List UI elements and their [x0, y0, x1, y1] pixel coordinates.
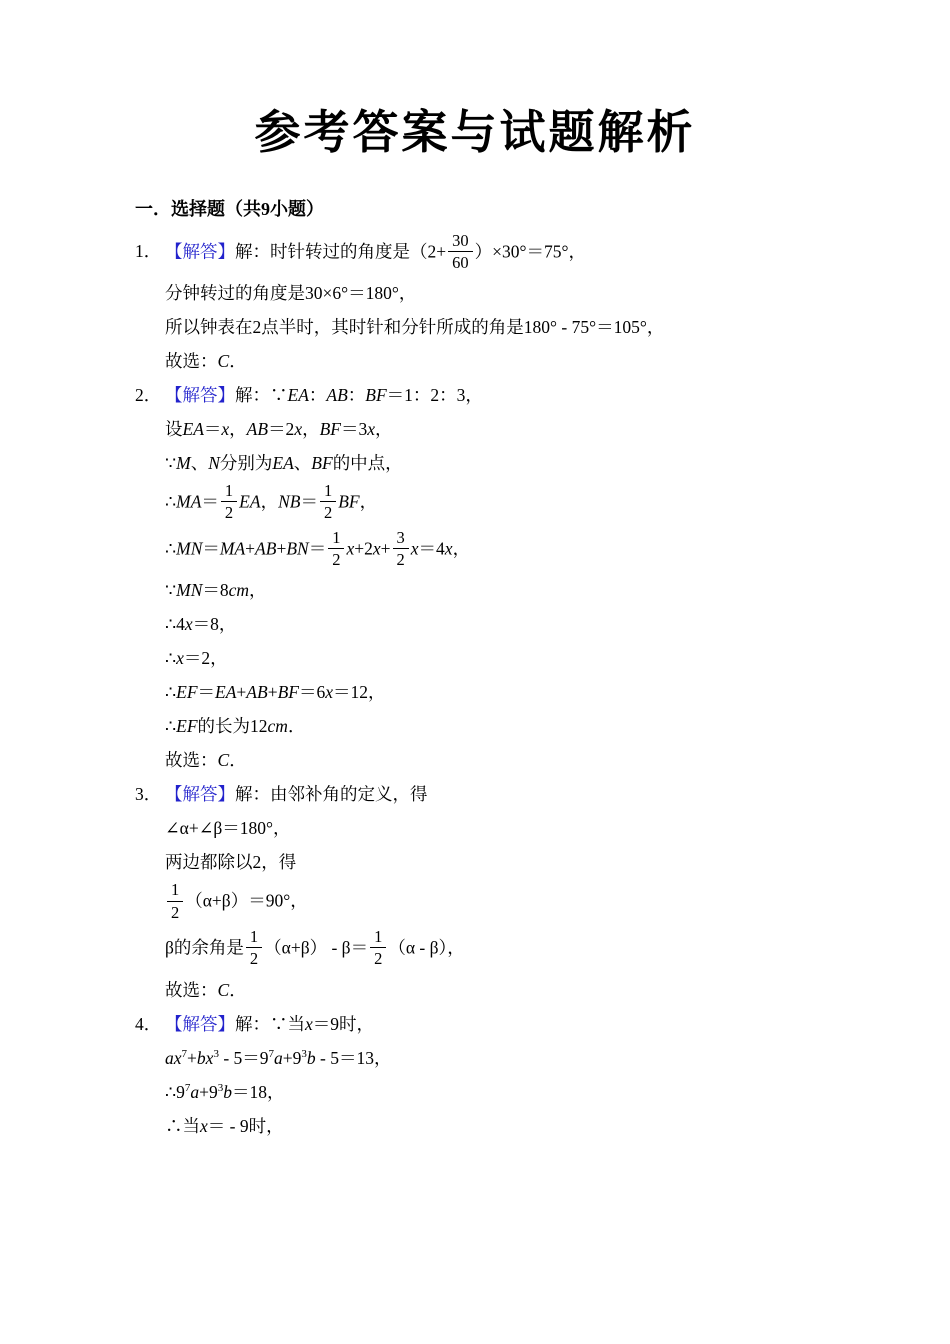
text-run: ∴9	[165, 1081, 185, 1102]
superscript: 7	[181, 1047, 188, 1060]
superscript: 7	[184, 1081, 191, 1094]
text-run: x	[410, 538, 419, 559]
text-run: x	[294, 419, 303, 440]
solution-line	[0, 926, 950, 973]
text-run: MN	[176, 538, 203, 559]
solution-line	[0, 1075, 950, 1109]
fraction-numerator: 3	[393, 528, 409, 549]
solution-line	[0, 709, 950, 743]
questions-list	[0, 230, 950, 1143]
answer-label: 【解答】	[165, 385, 235, 406]
text-run: ＝	[202, 538, 220, 559]
text-run: C	[217, 351, 230, 372]
text-run: ，	[249, 580, 267, 601]
text-run: M	[176, 453, 191, 474]
text-run: ＝3	[340, 419, 368, 440]
text-run: ＝12，	[332, 682, 386, 703]
text-run: ＝	[308, 538, 327, 559]
solution-line	[0, 344, 950, 378]
text-run: AB	[246, 682, 268, 703]
text-run: 故选：	[165, 979, 218, 1000]
fraction-denominator: 2	[171, 902, 180, 922]
section-heading: 一．选择题（共9小题）	[135, 198, 324, 219]
fraction	[328, 528, 344, 569]
text-run: +9	[199, 1081, 218, 1102]
fraction	[370, 927, 386, 968]
text-run: EF	[176, 716, 198, 737]
question-3	[0, 777, 950, 1006]
text-run: ∴	[165, 538, 177, 559]
text-run: 故选：	[165, 351, 218, 372]
fraction	[448, 231, 473, 272]
text-run: ＝	[203, 419, 222, 440]
text-run: x	[221, 419, 230, 440]
text-run: x	[305, 1013, 313, 1034]
text-run: x	[325, 682, 333, 703]
fraction-denominator: 60	[452, 252, 469, 272]
text-run: BF	[365, 385, 387, 406]
fraction-denominator: 2	[249, 949, 259, 969]
fraction-denominator: 2	[374, 949, 383, 969]
solution-line	[0, 1041, 950, 1075]
text-run: ∴4	[165, 614, 185, 635]
text-run: MA	[219, 538, 246, 559]
text-run: ＝9时，	[312, 1013, 375, 1034]
solution-line	[0, 230, 950, 277]
text-run: EA	[272, 453, 294, 474]
text-run: EA	[215, 682, 237, 703]
fraction-denominator: 2	[224, 503, 234, 523]
fraction-numerator: 1	[328, 528, 344, 549]
text-run: 所以钟表在2点半时，其时针和分针所成的角是180° - 75°＝105°，	[165, 317, 665, 338]
text-run: ax	[165, 1047, 182, 1068]
solution-line	[0, 412, 950, 446]
text-run: ，	[452, 538, 471, 559]
solution-line	[0, 1109, 950, 1143]
text-run: ＝6	[298, 682, 326, 703]
text-run: 解：∵	[235, 385, 288, 406]
text-run: bx	[196, 1047, 214, 1068]
text-run: NB	[278, 491, 301, 512]
text-run: EA	[239, 491, 261, 512]
text-run: ＝18，	[232, 1081, 285, 1102]
text-run: ∠α+∠β＝180°，	[165, 818, 291, 839]
fraction-denominator: 2	[332, 550, 341, 570]
text-run: +	[267, 682, 278, 703]
fraction-numerator: 1	[320, 481, 336, 502]
question-1	[0, 230, 950, 379]
solution-line	[0, 446, 950, 480]
solution-line	[0, 743, 950, 777]
text-run: C	[217, 750, 230, 771]
text-run: +	[380, 538, 391, 559]
superscript: 3	[217, 1081, 224, 1094]
question-number: 1．	[135, 240, 162, 261]
text-run: ）×30°＝75°，	[474, 240, 586, 261]
fraction	[221, 481, 237, 522]
solution-line	[0, 480, 950, 527]
text-run: x	[444, 538, 453, 559]
text-run: （α+β）＝90°，	[185, 890, 308, 911]
superscript: 3	[301, 1047, 307, 1060]
text-run: - 5＝9	[218, 1047, 269, 1068]
text-run: ＝	[300, 491, 318, 512]
text-run: BF	[311, 453, 333, 474]
text-run: +9	[282, 1047, 302, 1068]
fraction-numerator: 1	[246, 927, 262, 948]
text-run: ＝2，	[183, 648, 228, 669]
text-run: 、	[190, 453, 209, 474]
text-run: 分钟转过的角度是30×6°＝180°，	[165, 283, 417, 304]
text-run: b	[223, 1081, 233, 1102]
text-run: AB	[246, 419, 269, 440]
text-run: ＝2	[268, 419, 295, 440]
text-run: ＝ - 9时，	[207, 1115, 284, 1136]
text-run: N	[208, 453, 220, 474]
text-run: BF	[319, 419, 341, 440]
fraction	[167, 880, 183, 921]
fraction-numerator: 1	[167, 880, 183, 901]
page-title: 参考答案与试题解析	[254, 107, 696, 158]
text-run: EA	[287, 385, 309, 406]
fraction	[393, 528, 409, 569]
text-run: 设	[165, 419, 183, 440]
solution-line	[0, 879, 950, 926]
text-run: AB	[326, 385, 348, 406]
text-run: b	[306, 1047, 316, 1068]
text-run: ∴	[165, 682, 177, 703]
fraction-denominator: 2	[396, 550, 405, 570]
solution-line	[0, 811, 950, 845]
solution-line	[0, 973, 950, 1007]
text-run: EA	[182, 419, 204, 440]
answer-label: 【解答】	[165, 1013, 235, 1034]
text-run: ∵	[165, 580, 177, 601]
text-run: MA	[176, 491, 202, 512]
fraction	[320, 481, 336, 522]
text-run: ＝	[201, 491, 219, 512]
text-run: AB	[255, 538, 277, 559]
question-4	[0, 1007, 950, 1143]
text-run: ，	[375, 419, 393, 440]
solution-line	[0, 1007, 950, 1041]
text-run: 、	[293, 453, 312, 474]
text-run: ∴	[165, 648, 177, 669]
text-run: ，	[302, 419, 320, 440]
solution-line	[0, 310, 950, 344]
text-run: MN	[176, 580, 203, 601]
text-run: 的长为12	[197, 716, 268, 737]
text-run: ：	[308, 385, 327, 406]
fraction	[246, 927, 262, 968]
superscript: 7	[268, 1047, 275, 1060]
text-run: ＝8，	[192, 614, 237, 635]
text-run: ＝	[197, 682, 216, 703]
text-run: BF	[277, 682, 299, 703]
text-run: ．	[287, 716, 306, 737]
fraction-numerator: 1	[370, 927, 386, 948]
solution-line	[0, 573, 950, 607]
question-2	[0, 378, 950, 777]
text-run: ．	[229, 979, 247, 1000]
text-run: x	[184, 614, 193, 635]
text-run: +	[245, 538, 256, 559]
solution-line	[0, 607, 950, 641]
text-run: ，	[260, 491, 279, 512]
question-number: 2．	[135, 385, 162, 406]
solution-line	[0, 845, 950, 879]
fraction-numerator: 30	[448, 231, 473, 252]
text-run: +2	[354, 538, 373, 559]
text-run: a	[274, 1047, 283, 1068]
text-run: ．	[229, 750, 247, 771]
text-run: x	[367, 419, 376, 440]
text-run: x	[200, 1115, 208, 1136]
text-run: 的中点，	[332, 453, 403, 474]
text-run: ＝8	[202, 580, 229, 601]
text-run: BF	[338, 491, 360, 512]
solution-line	[0, 527, 950, 574]
solution-line	[0, 378, 950, 412]
text-run: 两边都除以2，得	[165, 852, 297, 873]
text-run: x	[346, 538, 355, 559]
text-run: +	[276, 538, 287, 559]
text-run: ∵	[165, 453, 177, 474]
text-run: （α - β），	[388, 937, 465, 958]
text-run: ，	[359, 491, 378, 512]
superscript: 3	[213, 1047, 219, 1060]
text-run: 解：时针转过的角度是（2+	[235, 240, 447, 261]
fraction-numerator: 1	[221, 481, 237, 502]
solution-line	[0, 777, 950, 811]
text-run: 解：∵当	[235, 1013, 305, 1034]
solution-line	[0, 675, 950, 709]
text-run: 解：由邻补角的定义，得	[235, 784, 428, 805]
text-run: - 5＝13，	[315, 1047, 392, 1068]
text-run: β的余角是	[165, 937, 244, 958]
text-run: （α+β） - β＝	[264, 937, 369, 958]
question-number: 4．	[135, 1013, 162, 1034]
text-run: EF	[176, 682, 198, 703]
text-run: x	[372, 538, 381, 559]
answer-label: 【解答】	[165, 784, 235, 805]
text-run: 分别为	[219, 453, 273, 474]
text-run: +	[187, 1047, 197, 1068]
solution-line	[0, 276, 950, 310]
text-run: 故选：	[165, 750, 218, 771]
text-run: BN	[286, 538, 309, 559]
text-run: cm	[267, 716, 288, 737]
text-run: +	[236, 682, 247, 703]
text-run: ∴	[165, 491, 177, 512]
fraction-denominator: 2	[323, 503, 333, 523]
text-run: ，	[229, 419, 247, 440]
text-run: cm	[228, 580, 250, 601]
text-run: C	[217, 979, 230, 1000]
answer-label: 【解答】	[165, 240, 235, 261]
solution-line	[0, 641, 950, 675]
text-run: a	[190, 1081, 200, 1102]
text-run: ．	[229, 351, 247, 372]
text-run: ：	[347, 385, 366, 406]
question-number: 3．	[135, 784, 162, 805]
text-run: ＝4	[418, 538, 445, 559]
text-run: x	[176, 648, 184, 669]
text-run: ∴	[165, 716, 177, 737]
text-run: ∴当	[165, 1115, 200, 1136]
text-run: ＝1：2：3，	[386, 385, 483, 406]
